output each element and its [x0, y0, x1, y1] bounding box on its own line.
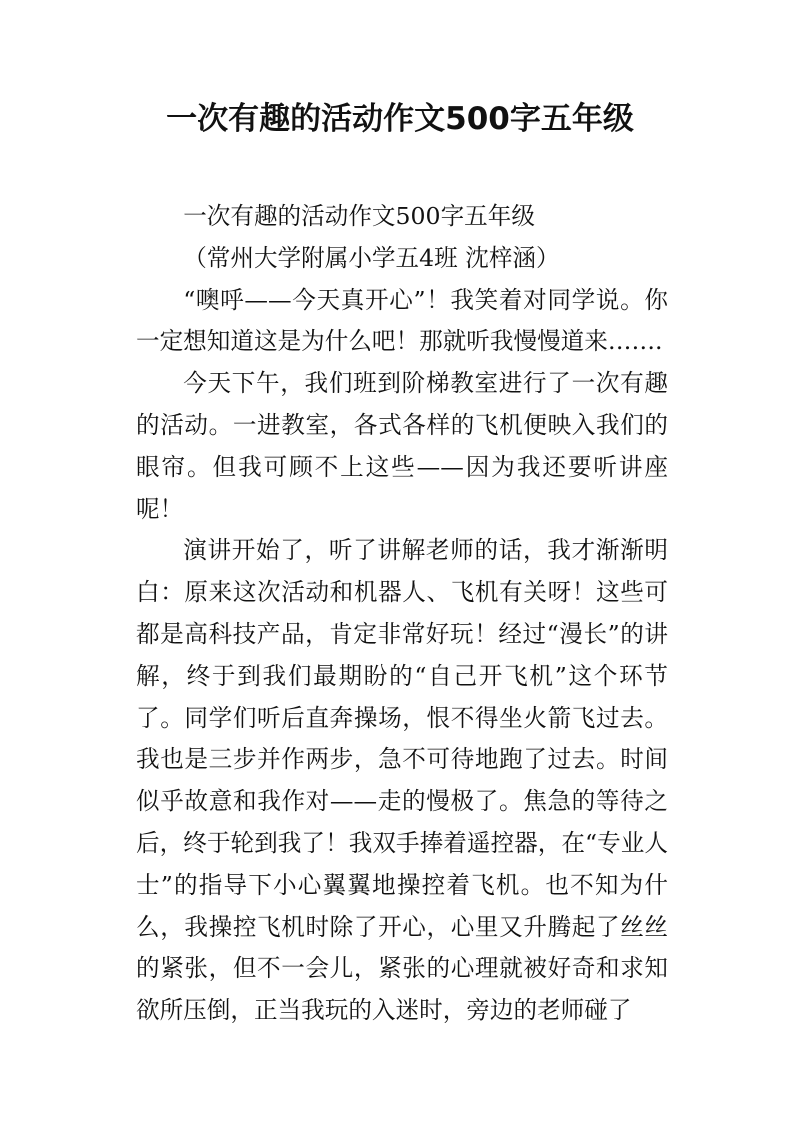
- paragraph: 演讲开始了，听了讲解老师的话，我才渐渐明白：原来这次活动和机器人、飞机有关呀！这些可都是高科技产品，肯定非常好玩！经过“漫长”的讲解，终于到我们最期盼的“自己开飞机”这个环节了。同学们听后直奔操场，恨不得坐火箭飞过去。我也是三步并作两步，急不可待地跑了过去。时间似乎故意和我作对——走的慢极了。焦急的等待之后，终于轮到我了！我双手捧着遥控器，在“专业人士”的指导下小心翼翼地操控着飞机。也不知为什么，我操控飞机时除了开心，心里又升腾起了丝丝的紧张，但不一会儿，紧张的心理就被好奇和求知欲所压倒，正当我玩的入迷时，旁边的老师碰了: [136, 536, 668, 1025]
- paragraph: 今天下午，我们班到阶梯教室进行了一次有趣的活动。一进教室，各式各样的飞机便映入我们的眼帘。但我可顾不上这些——因为我还要听讲座呢！: [136, 369, 668, 523]
- document-body: [136, 196, 668, 1032]
- paragraph: “噢呼——今天真开心”！我笑着对同学说。你一定想知道这是为什么吧！那就听我慢慢道来…….: [136, 285, 668, 356]
- author-line: （常州大学附属小学五4班 沈梓涵）: [183, 243, 560, 272]
- document-subtitle: 一次有趣的活动作文500字五年级: [183, 202, 535, 230]
- document-title: 一次有趣的活动作文500字五年级: [166, 101, 634, 137]
